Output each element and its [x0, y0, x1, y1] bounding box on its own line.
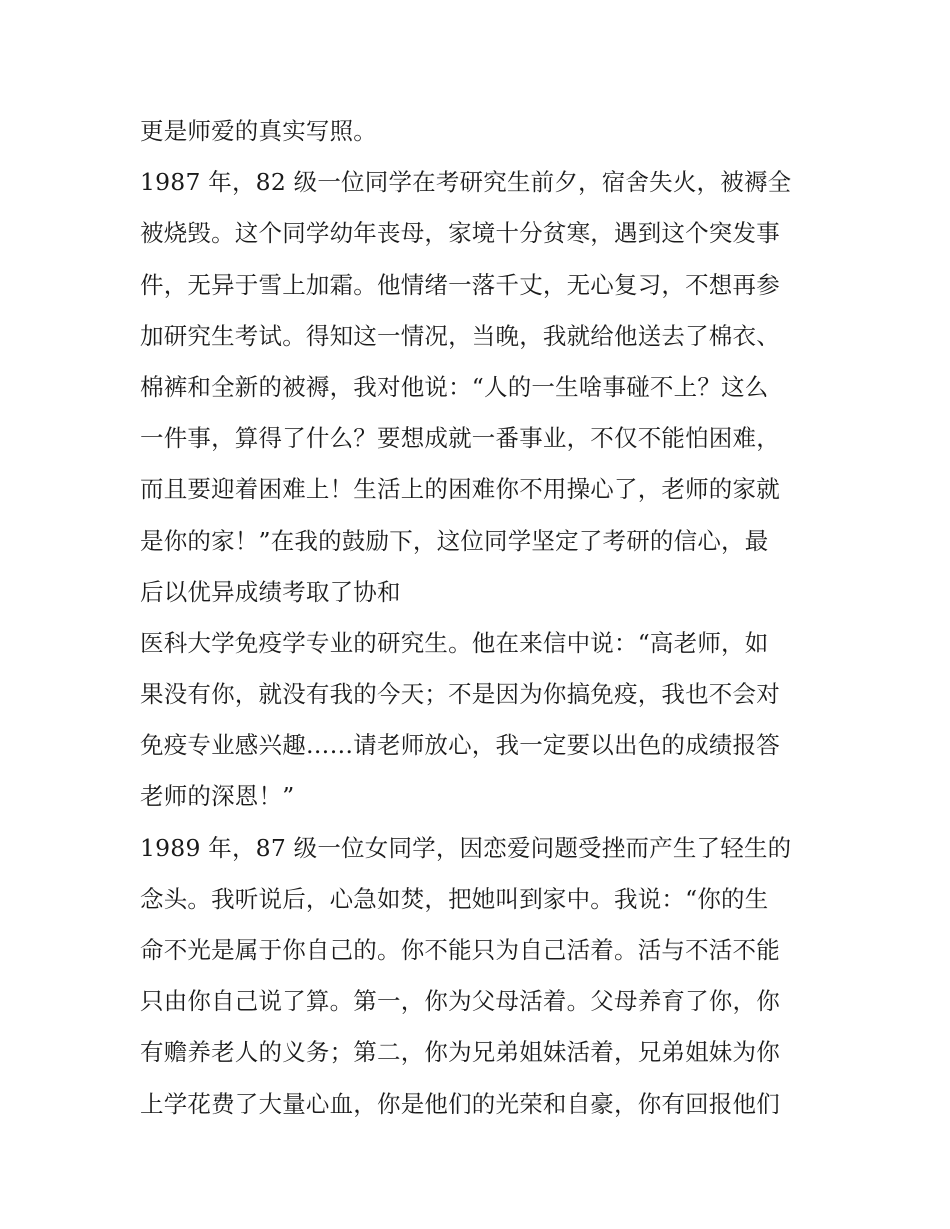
body-text	[140, 106, 830, 1130]
text-line: 有赡养老人的义务；第二，你为兄弟姐妹活着，兄弟姐妹为你	[140, 1038, 780, 1067]
text-line: 命不光是属于你自己的。你不能只为自己活着。活与不活不能	[140, 936, 780, 964]
text-line: 加研究生考试。得知这一情况，当晚，我就给他送去了棉衣、	[140, 321, 780, 350]
text-line: 更是师爱的真实写照。	[140, 117, 377, 145]
text-line: 1987 年，82 级一位同学在考研究生前夕，宿舍失火，被褥全	[140, 168, 792, 197]
text-line: 件，无异于雪上加霜。他情绪一落千丈，无心复习，不想再参	[140, 270, 780, 299]
text-line: 棉裤和全新的被褥，我对他说：“人的一生啥事碰不上？这么	[140, 372, 769, 401]
text-line: 上学花费了大量心血，你是他们的光荣和自豪，你有回报他们	[140, 1089, 780, 1118]
text-line: 医科大学免疫学专业的研究生。他在来信中说：“高老师，如	[140, 628, 769, 657]
text-line: 是你的家！”在我的鼓励下，这位同学坚定了考研的信心，最	[140, 526, 769, 555]
text-line: 1989 年，87 级一位女同学，因恋爱问题受挫而产生了轻生的	[140, 833, 792, 862]
text-line: 一件事，算得了什么？要想成就一番事业，不仅不能怕困难，	[140, 424, 780, 453]
text-line: 被烧毁。这个同学幼年丧母，家境十分贫寒，遇到这个突发事	[140, 219, 780, 248]
text-line: 而且要迎着困难上！生活上的困难你不用操心了，老师的家就	[140, 475, 780, 504]
text-line: 只由你自己说了算。第一，你为父母活着。父母养育了你，你	[140, 987, 780, 1016]
text-line: 果没有你，就没有我的今天；不是因为你搞免疫，我也不会对	[140, 680, 780, 709]
text-line: 老师的深恩！”	[140, 782, 295, 811]
text-line: 念头。我听说后，心急如焚，把她叫到家中。我说：“你的生	[140, 884, 769, 913]
text-line: 后以优异成绩考取了协和	[140, 577, 401, 606]
text-line: 免疫专业感兴趣……请老师放心，我一定要以出色的成绩报答	[140, 731, 780, 760]
